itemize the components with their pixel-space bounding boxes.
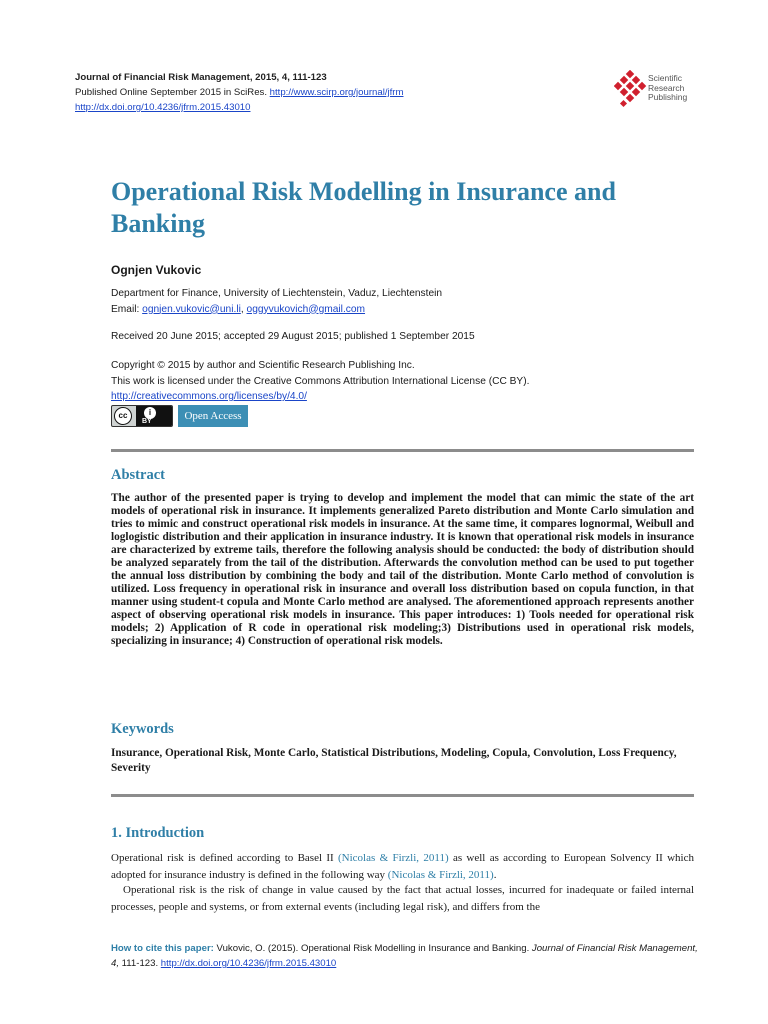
logo-line-2: Research xyxy=(648,82,685,93)
cite-text-b: 111-123. xyxy=(119,958,161,969)
abstract-heading: Abstract xyxy=(111,467,165,483)
journal-header xyxy=(75,70,404,115)
citation-link-2[interactable]: (Nicolas & Firzli, 2011) xyxy=(387,868,494,881)
affiliation: Department for Finance, University of Liechtenstein, Vaduz, Liechtenstein xyxy=(111,288,443,299)
abstract-text: The author of the presented paper is trying to develop and implement the model that can mimic the state of the art models of operational risk in insurance. It implements generalized Pareto distribution and Monte Carlo simulation and tries to mimic and construct operational risk models in insurance. At the same time, it compares lognormal, Weibull and loglogistic distribution and their application in insurance industry. It is known that operational risk models in insurance are characterized by extreme tails, therefore the following analysis should be conducted: the body of distribution should be analyzed separately from the tail of the distribution. Afterwards the convolution method can be used to put together the annual loss distribution by combining the body and tail of the distribution. Monte Carlo method of convolution is utilized. Loss frequency in operational risk in insurance and overall loss distribution based on copula function, in that manner using student-t copula and Monte Carlo method are analysed. The aforementioned approach represents another aspect of observing operational risk models in insurance. This paper introduces: 1) Tools needed for operational risk models; 2) Application of R code in operational risk modeling;3) Distributions used in operational risk models, specializing in insurance; 4) Construction of operational risk models. xyxy=(111,492,694,647)
introduction-heading: 1. Introduction xyxy=(111,825,205,841)
cc-icon: cc xyxy=(114,407,132,425)
how-to-cite xyxy=(111,941,701,971)
author-affiliation-block xyxy=(111,286,442,317)
intro-paragraph-2: Operational risk is the risk of change in value caused by the fact that actual losses, incurred for inadequate or failed internal processes, people and systems, or from external events (including legal risk), and differs from the xyxy=(111,884,694,913)
intro-p1-text-c: . xyxy=(493,868,497,881)
open-access-badge[interactable]: Open Access xyxy=(178,405,248,427)
cite-lead: How to cite this paper: xyxy=(111,943,214,954)
email-link-2[interactable]: oggyvukovich@gmail.com xyxy=(246,303,366,315)
divider-bottom xyxy=(111,794,694,797)
scirp-logo-icon xyxy=(614,70,648,110)
intro-paragraph-1 xyxy=(111,850,694,883)
logo-line-3: Publishing xyxy=(648,92,688,102)
license-url-link[interactable]: http://creativecommons.org/licenses/by/4.0/ xyxy=(111,391,307,402)
logo-text xyxy=(648,74,687,103)
intro-p1-text-a: Operational risk is defined according to Basel II xyxy=(111,852,338,864)
cite-journal: Journal of Financial Risk Management, 4, xyxy=(111,943,698,969)
divider-top xyxy=(111,449,694,452)
cite-text-a: Vukovic, O. (2015). Operational Risk Modelling in Insurance and Banking. xyxy=(213,943,532,954)
cc-by-badge[interactable] xyxy=(111,405,173,427)
logo-line-1: Scientific xyxy=(648,73,683,83)
published-line xyxy=(75,85,404,100)
publisher-logo xyxy=(614,70,714,110)
copyright-block xyxy=(111,358,529,405)
journal-url-link[interactable]: http://www.scirp.org/journal/jfrm xyxy=(269,87,404,98)
published-text: Published Online September 2015 in SciRes. xyxy=(75,87,267,98)
doi-link[interactable]: http://dx.doi.org/10.4236/jfrm.2015.43010 xyxy=(75,102,251,113)
copyright-line: Copyright © 2015 by author and Scientific Research Publishing Inc. xyxy=(111,360,415,371)
email-separator: , xyxy=(240,303,244,315)
journal-citation: Journal of Financial Risk Management, 2015, 4, 111-123 xyxy=(75,72,327,83)
keywords-text: Insurance, Operational Risk, Monte Carlo, Statistical Distributions, Modeling, Copula, Convolution, Loss Frequency, Severity xyxy=(111,747,677,774)
intro-p1-text-b: as well as according to European Solvency II which adopted for insurance industry is defined in the following way xyxy=(111,852,694,881)
by-label: BY xyxy=(142,418,152,425)
citation-link-1[interactable]: (Nicolas & Firzli, 2011) xyxy=(338,852,449,864)
keywords-heading: Keywords xyxy=(111,721,174,737)
email-label: Email: xyxy=(111,303,140,315)
cite-doi-link[interactable]: http://dx.doi.org/10.4236/jfrm.2015.43010 xyxy=(160,958,337,969)
publication-dates: Received 20 June 2015; accepted 29 August 2015; published 1 September 2015 xyxy=(111,331,475,342)
license-line: This work is licensed under the Creative Commons Attribution International License (CC BY). xyxy=(111,375,530,387)
email-link-1[interactable]: ognjen.vukovic@uni.li xyxy=(142,303,241,315)
author-name: Ognjen Vukovic xyxy=(111,263,202,277)
email-line xyxy=(111,302,442,318)
paper-title: Operational Risk Modelling in Insurance and Banking xyxy=(111,177,616,238)
attribution-icon: i xyxy=(144,407,156,419)
